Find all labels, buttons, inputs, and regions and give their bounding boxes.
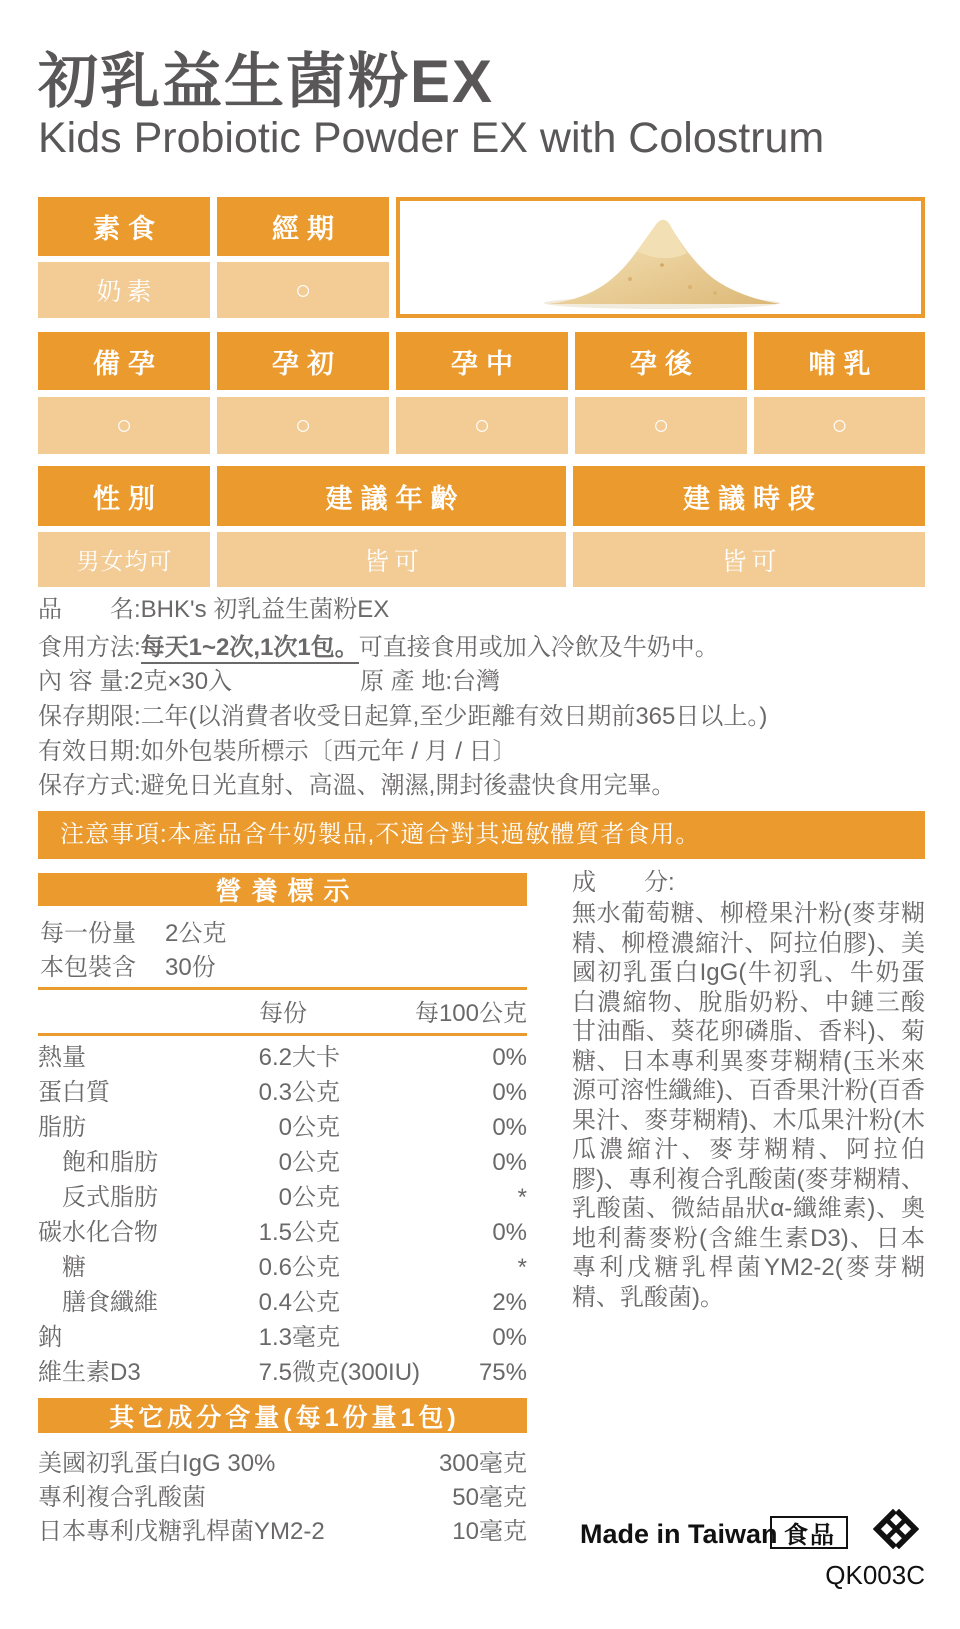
usage-dosage-emphasis: 每天1~2次,1次1包。 [141, 634, 359, 664]
nutrition-title-bar: 營養標示 [38, 873, 527, 906]
product-name-line: 品 名:BHK's 初乳益生菌粉EX [38, 596, 390, 623]
pregnancy-header-preparing: 備孕 [38, 332, 210, 390]
nutrition-row-fat: 脂肪 0 公克 0% [38, 1114, 527, 1141]
made-in-taiwan-text: Made in Taiwan [580, 1519, 778, 1549]
audience-header-age: 建議年齡 [217, 466, 566, 526]
nutrition-divider-mid [38, 1033, 527, 1036]
content-origin-line [38, 667, 501, 697]
diet-header-period: 經期 [217, 197, 389, 256]
nutrition-row-sugar: 糖 0.6 公克 * [62, 1254, 527, 1281]
audience-header-time: 建議時段 [573, 466, 925, 526]
audience-header-gender: 性別 [38, 466, 210, 526]
usage-label: 食用方法: [38, 634, 141, 661]
diet-value-vegetarian: 奶素 [38, 262, 210, 318]
content-amount: 內 容 量:2克×30入 [38, 668, 233, 695]
nutrition-row-carbohydrate: 碳水化合物 1.5 公克 0% [38, 1219, 527, 1246]
nutrition-row-trans-fat: 反式脂肪 0 公克 * [62, 1184, 527, 1211]
serving-size-value: 2公克 [165, 920, 227, 947]
pregnancy-value-post: ○ [575, 397, 747, 454]
servings-per-pack-value: 30份 [165, 954, 216, 981]
ingredients-label: 成 分: [572, 869, 675, 896]
other-ingredient-row-colostrum: 美國初乳蛋白IgG 30% 300毫克 [38, 1450, 527, 1477]
origin: 原 產 地:台灣 [360, 668, 501, 695]
expiry-line: 有效日期:如外包裝所標示〔西元年 / 月 / 日〕 [38, 738, 517, 765]
allergy-notice-bar: 注意事項:本產品含牛奶製品,不適合對其過敏體質者食用。 [38, 811, 925, 859]
ingredients-text: 無水葡萄糖、柳橙果汁粉(麥芽糊精、柳橙濃縮汁、阿拉伯膠)、美國初乳蛋白IgG(牛初乳、牛奶蛋白濃縮物、脫脂奶粉、中鏈三酸甘油酯、葵花卵磷脂、香料)、菊糖、日本專利異麥芽糊精(玉米來源可溶性纖維)、百香果汁粉(百香果汁、麥芽糊精)、木瓜果汁粉(木瓜濃縮汁、麥芽糊精、阿拉伯膠)、專利複合乳酸菌(麥芽糊精、乳酸菌、微結晶狀α-纖維素)、奧地利蕎麥粉(含維生素D3)、日本專利戊糖乳桿菌YM2-2(麥芽糊精、乳酸菌)。 [572, 900, 925, 1311]
col-header-per-serving: 每份 [259, 1000, 307, 1027]
storage-line: 保存方式:避免日光直射、高溫、潮濕,開封後盡快食用完畢。 [38, 772, 676, 799]
food-category-badge: 食品 [770, 1516, 848, 1549]
col-header-per-100g: 每100公克 [414, 1000, 527, 1027]
other-ingredient-row-ym22: 日本專利戊糖乳桿菌YM2-2 10毫克 [38, 1518, 527, 1545]
nutrition-divider-top [38, 987, 527, 990]
serving-size-label: 每一份量 [40, 920, 136, 947]
nutrition-row-saturated-fat: 飽和脂肪 0 公克 0% [62, 1149, 527, 1176]
other-ingredient-row-probiotic-blend: 專利複合乳酸菌 50毫克 [38, 1484, 527, 1511]
page-subtitle: Kids Probiotic Powder EX with Colostrum [38, 114, 825, 162]
diet-value-period: ○ [217, 262, 389, 318]
other-ingredients-title-bar: 其它成分含量(每1份量1包) [38, 1398, 527, 1433]
pregnancy-header-post: 孕後 [575, 332, 747, 390]
audience-value-time: 皆可 [573, 532, 925, 587]
nutrition-row-dietary-fiber: 膳食纖維 0.4 公克 2% [62, 1289, 527, 1316]
audience-value-age: 皆可 [217, 532, 566, 587]
product-code: QK003C [825, 1560, 925, 1590]
usage-line [38, 633, 719, 663]
usage-rest: 可直接食用或加入冷飲及牛奶中。 [358, 634, 719, 661]
shelf-life-line: 保存期限:二年(以消費者收受日起算,至少距離有效日期前365日以上。) [38, 703, 768, 730]
recycling-icon [873, 1506, 919, 1552]
pregnancy-header-nursing: 哺乳 [754, 332, 925, 390]
page-title: 初乳益生菌粉EX [38, 48, 495, 115]
nutrition-row-vitamin-d3: 維生素D3 7.5 微克(300IU) 75% [38, 1359, 527, 1386]
pregnancy-value-nursing: ○ [754, 397, 925, 454]
servings-per-pack-label: 本包裝含 [40, 954, 136, 981]
pregnancy-header-early: 孕初 [217, 332, 389, 390]
nutrition-row-protein: 蛋白質 0.3 公克 0% [38, 1079, 527, 1106]
powder-pile-illustration [400, 201, 921, 314]
pregnancy-value-early: ○ [217, 397, 389, 454]
nutrition-row-calories: 熱量 6.2 大卡 0% [38, 1044, 527, 1071]
pregnancy-header-mid: 孕中 [396, 332, 568, 390]
pregnancy-value-mid: ○ [396, 397, 568, 454]
pregnancy-value-preparing: ○ [38, 397, 210, 454]
diet-header-vegetarian: 素食 [38, 197, 210, 256]
audience-value-gender: 男女均可 [38, 532, 210, 587]
nutrition-row-sodium: 鈉 1.3 毫克 0% [38, 1324, 527, 1351]
powder-photo [396, 197, 925, 318]
